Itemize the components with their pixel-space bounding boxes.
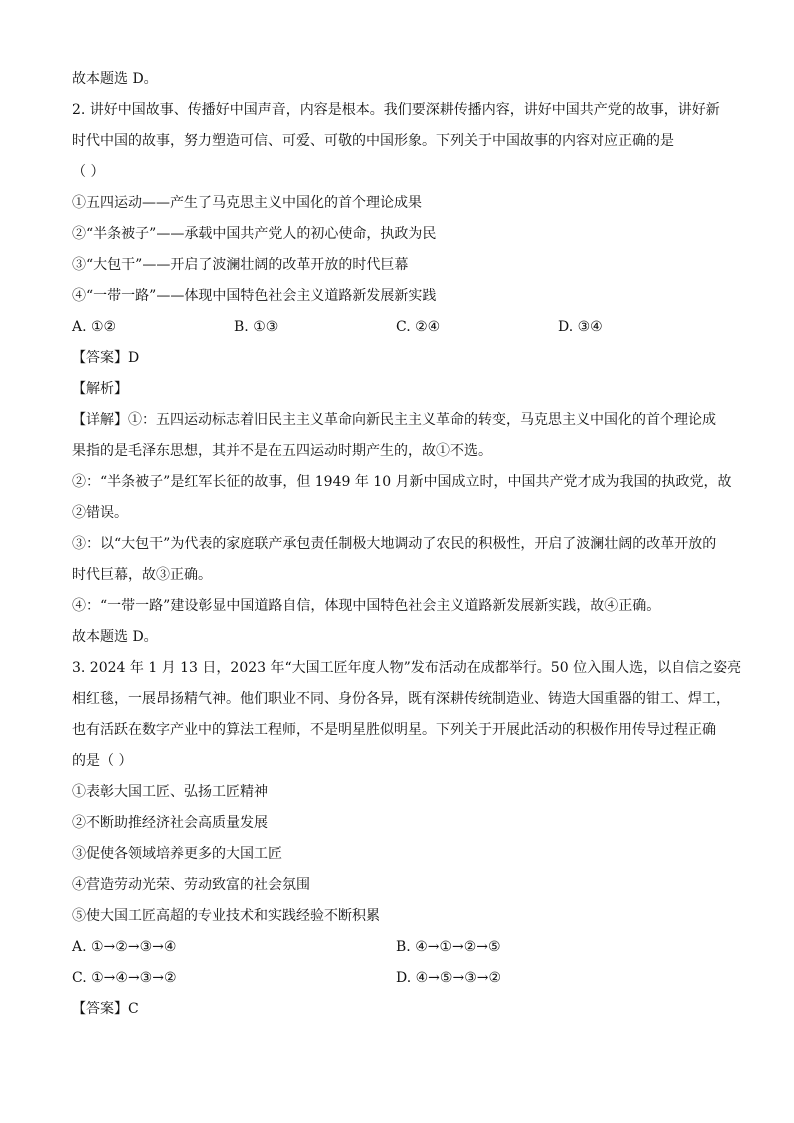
q3-item-1: ①表彰大国工匠、弘扬工匠精神 — [72, 784, 268, 800]
document-body — [72, 64, 742, 1025]
q2-stem-line-2: 时代中国的故事，努力塑造可信、可爱、可敬的中国形象。下列关于中国故事的内容对应正确的是 — [72, 133, 674, 149]
q3-item-3: ③促使各领域培养更多的大国工匠 — [72, 846, 282, 862]
q2-detail-line-5: ③：以“大包干”为代表的家庭联产承包责任制极大地调动了农民的积极性，开启了波澜壮阔的改革开放的 — [72, 536, 717, 552]
q3-stem-line-1: 3. 2024 年 1 月 13 日，2023 年“大国工匠年度人物”发布活动在成都举行。50 位入围人选，以自信之姿亮 — [72, 660, 742, 676]
q2-detail-line-7: ④：“一带一路”建设彰显中国道路自信，体现中国特色社会主义道路新发展新实践，故④正确。 — [72, 598, 661, 614]
q3-option-c: C. ①→④→③→② — [72, 970, 177, 986]
q2-option-b: B. ①③ — [234, 319, 279, 335]
q2-answer: 【答案】D — [72, 350, 140, 366]
q2-option-a: A. ①② — [72, 319, 117, 335]
q3-item-4: ④营造劳动光荣、劳动致富的社会氛围 — [72, 877, 310, 893]
q2-answer-blank: （ ） — [72, 164, 105, 180]
q2-item-2: ②“半条被子”——承载中国共产党人的初心使命，执政为民 — [72, 226, 437, 242]
q3-stem-line-3: 也有活跃在数字产业中的算法工程师，不是明星胜似明星。下列关于开展此活动的积极作用传导过程正确 — [72, 722, 716, 738]
q3-item-2: ②不断助推经济社会高质量发展 — [72, 815, 268, 831]
q2-tail-conclusion: 故本题选 D。 — [72, 71, 158, 87]
q2-detail-line-3: ②：“半条被子”是红军长征的故事，但 1949 年 10 月新中国成立时，中国共产党才成为我国的执政党，故 — [72, 474, 732, 490]
q3-option-b: B. ④→①→②→⑤ — [396, 939, 501, 955]
q2-analysis-label: 【解析】 — [72, 381, 128, 397]
q3-option-d: D. ④→⑤→③→② — [396, 970, 502, 986]
q2-detail-line-4: ②错误。 — [72, 505, 128, 521]
q2-detail-line-6: 时代巨幕，故③正确。 — [72, 567, 212, 583]
q2-item-4: ④“一带一路”——体现中国特色社会主义道路新发展新实践 — [72, 288, 437, 304]
q2-item-1: ①五四运动——产生了马克思主义中国化的首个理论成果 — [72, 195, 422, 211]
question-2 — [72, 95, 732, 653]
q2-item-3: ③“大包干”——开启了波澜壮阔的改革开放的时代巨幕 — [72, 257, 409, 273]
q2-conclusion: 故本题选 D。 — [72, 629, 158, 645]
q3-options-row-2 — [72, 963, 724, 994]
q2-detail-line-1: 【详解】①：五四运动标志着旧民主主义革命向新民主主义革命的转变，马克思主义中国化的首个理论成 — [72, 412, 716, 428]
q3-stem-line-2: 相红毯，一展昂扬精气神。他们职业不同、身份各异，既有深耕传统制造业、铸造大国重器的钳工、焊工， — [72, 691, 730, 707]
q2-options — [72, 312, 724, 343]
q2-option-d: D. ③④ — [558, 319, 603, 335]
q2-stem-line-1: 2. 讲好中国故事、传播好中国声音，内容是根本。我们要深耕传播内容，讲好中国共产党的故事，讲好新 — [72, 102, 720, 118]
q2-option-c: C. ②④ — [396, 319, 441, 335]
q3-option-a: A. ①→②→③→④ — [72, 939, 177, 955]
q3-item-5: ⑤使大国工匠高超的专业技术和实践经验不断积累 — [72, 908, 380, 924]
q2-detail-line-2: 果指的是毛泽东思想，其并不是在五四运动时期产生的，故①不选。 — [72, 443, 492, 459]
q3-answer: 【答案】C — [72, 1001, 139, 1017]
q3-options-row-1 — [72, 932, 724, 963]
question-3 — [72, 653, 742, 1025]
q3-stem-line-4: 的是（ ） — [72, 753, 133, 769]
